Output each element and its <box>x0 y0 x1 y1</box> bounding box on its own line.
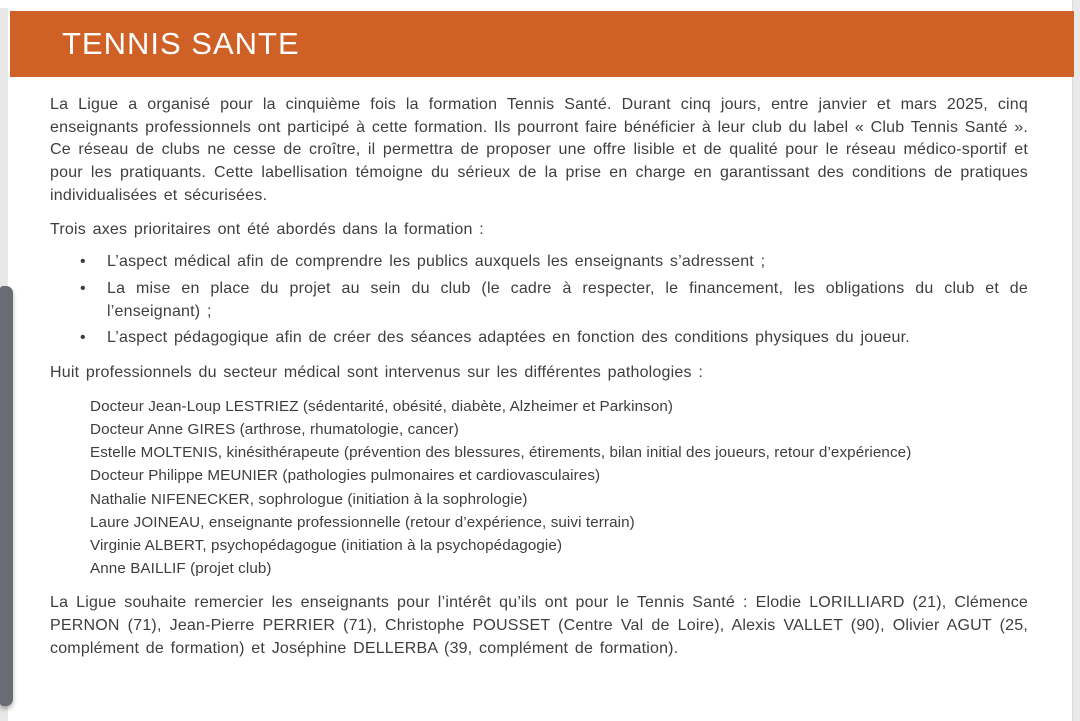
list-item: Estelle MOLTENIS, kinésithérapeute (prévention des blessures, étirements, bilan initial des joueurs, retour d’expérience) <box>90 444 912 462</box>
professionals-list <box>90 395 1028 581</box>
list-item: Docteur Philippe MEUNIER (pathologies pulmonaires et cardiovasculaires) <box>90 467 601 485</box>
axes-intro: Trois axes prioritaires ont été abordés dans la formation : <box>50 220 484 238</box>
previous-page-edge[interactable] <box>0 286 13 706</box>
bullet-item: • La mise en place du projet au sein du club (le cadre à respecter, le financement, les obligations du club et de l’enseignant) ; <box>50 278 1028 323</box>
bullet-item: • L’aspect pédagogique afin de créer des séances adaptées en fonction des conditions physiques du joueur. <box>50 327 1028 350</box>
list-item: Virginie ALBERT, psychopédagogue (initiation à la psychopédagogie) <box>90 536 563 554</box>
section-header-bar <box>10 11 1074 77</box>
list-item: Laure JOINEAU, enseignante professionnelle (retour d’expérience, suivi terrain) <box>90 513 635 531</box>
list-item: Docteur Anne GIRES (arthrose, rhumatologie, cancer) <box>90 420 459 438</box>
closing-paragraph: La Ligue souhaite remercier les enseignants pour l’intérêt qu’ils ont pour le Tennis Santé : Elodie LORILLIARD (21), Clémence PERNON (71), Jean-Pierre PERRIER (71), Christophe POUSSET (Centre Val de Loire), Alexis VALLET (90), Olivier AGUT (25, complément de formation) et Joséphine DELLERBA (39, complément de formation). <box>50 594 1028 657</box>
bullet-item: • L’aspect médical afin de comprendre les publics auxquels les enseignants s’adressent ; <box>50 251 1028 274</box>
list-item: Nathalie NIFENECKER, sophrologue (initiation à la sophrologie) <box>90 490 528 508</box>
viewer-right-gutter <box>1072 0 1080 721</box>
document-body <box>50 94 1028 660</box>
professionals-intro: Huit professionnels du secteur médical sont intervenus sur les différentes pathologies : <box>50 364 703 382</box>
list-item: Docteur Jean-Loup LESTRIEZ (sédentarité, obésité, diabète, Alzheimer et Parkinson) <box>90 397 674 415</box>
axes-bullet-list <box>50 251 1028 350</box>
intro-paragraph: La Ligue a organisé pour la cinquième fois la formation Tennis Santé. Durant cinq jours, entre janvier et mars 2025, cinq enseignants professionnels ont participé à cette formation. Ils pourront faire bénéficier à leur club du label « Club Tennis Santé ». Ce réseau de clubs ne cesse de croître, il permettra de proposer une offre lisible et de qualité pour le réseau médico-sportif et pour les pratiquants. Cette labellisation témoigne du sérieux de la prise en charge en garantissant des conditions de pratiques individualisées et sécurisées. <box>50 96 1028 204</box>
page-title: TENNIS SANTE <box>62 26 300 61</box>
list-item: Anne BAILLIF (projet club) <box>90 560 272 578</box>
